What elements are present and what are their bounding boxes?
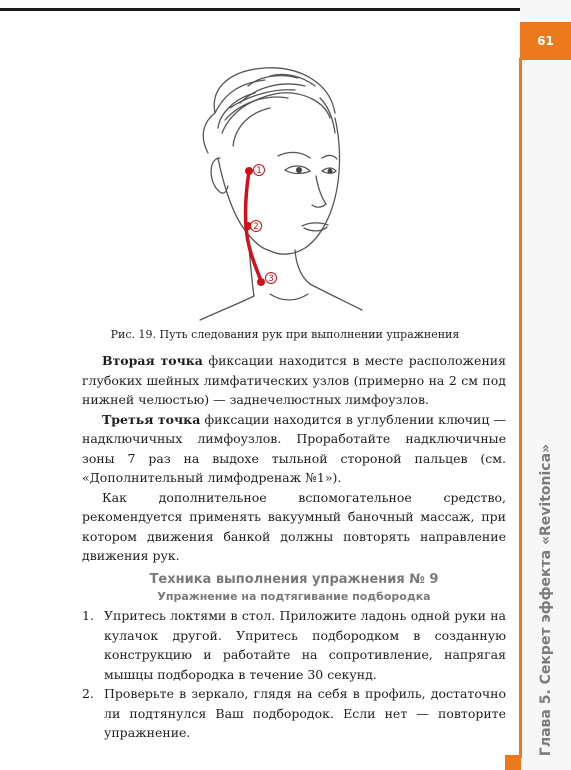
top-rule (0, 8, 520, 11)
list-item: 1. Упритесь локтями в стол. Приложите ладонь одной руки на кулачок другой. Упритесь подбородком в созданную конструкцию и работайте на сопротивление, напрягая мышцы подбородка в течение 30 секунд. (82, 608, 506, 682)
exercise-steps (82, 606, 506, 743)
path-marker-1: 1 (256, 166, 262, 176)
list-item: 2. Проверьте в зеркало, глядя на себя в профиль, достаточно ли подтянулся Ваш подбородок. Если нет — повторите упражнение. (82, 686, 506, 740)
path-marker-2: 2 (253, 222, 259, 232)
face-illustration (130, 58, 430, 328)
accent-line (519, 58, 522, 758)
paragraph: Вторая точка фиксации находится в месте расположения глубоких шейных лимфатических узлов (примерно на 2 см под нижней челюстью) — заднечелюстных лимфоузлов. (82, 353, 506, 407)
body-text (82, 351, 506, 566)
accent-corner (505, 755, 521, 770)
exercise-title: Техника выполнения упражнения № 9 (149, 572, 439, 587)
paragraph: Третья точка фиксации находится в углублении ключиц — надключичных лимфоузлов. Проработайте надключичные зоны 7 раз на выдохе тыльной стороной пальцев (см. «Дополнительный лимфодренаж №1»). (82, 411, 506, 485)
figure-caption: Рис. 19. Путь следования рук при выполнении упражнения (110, 328, 460, 341)
exercise-subtitle: Упражнение на подтягивание подбородка (157, 590, 431, 603)
page-number: 61 (520, 22, 571, 60)
paragraph: Как дополнительное вспомогательное средство, рекомендуется применять вакуумный баночный массаж, при котором движения банкой должны повторять направление движения рук. (82, 489, 506, 563)
path-marker-3: 3 (268, 274, 274, 284)
chapter-title: Глава 5. Секрет эффекта «Revitonica» (538, 443, 554, 757)
